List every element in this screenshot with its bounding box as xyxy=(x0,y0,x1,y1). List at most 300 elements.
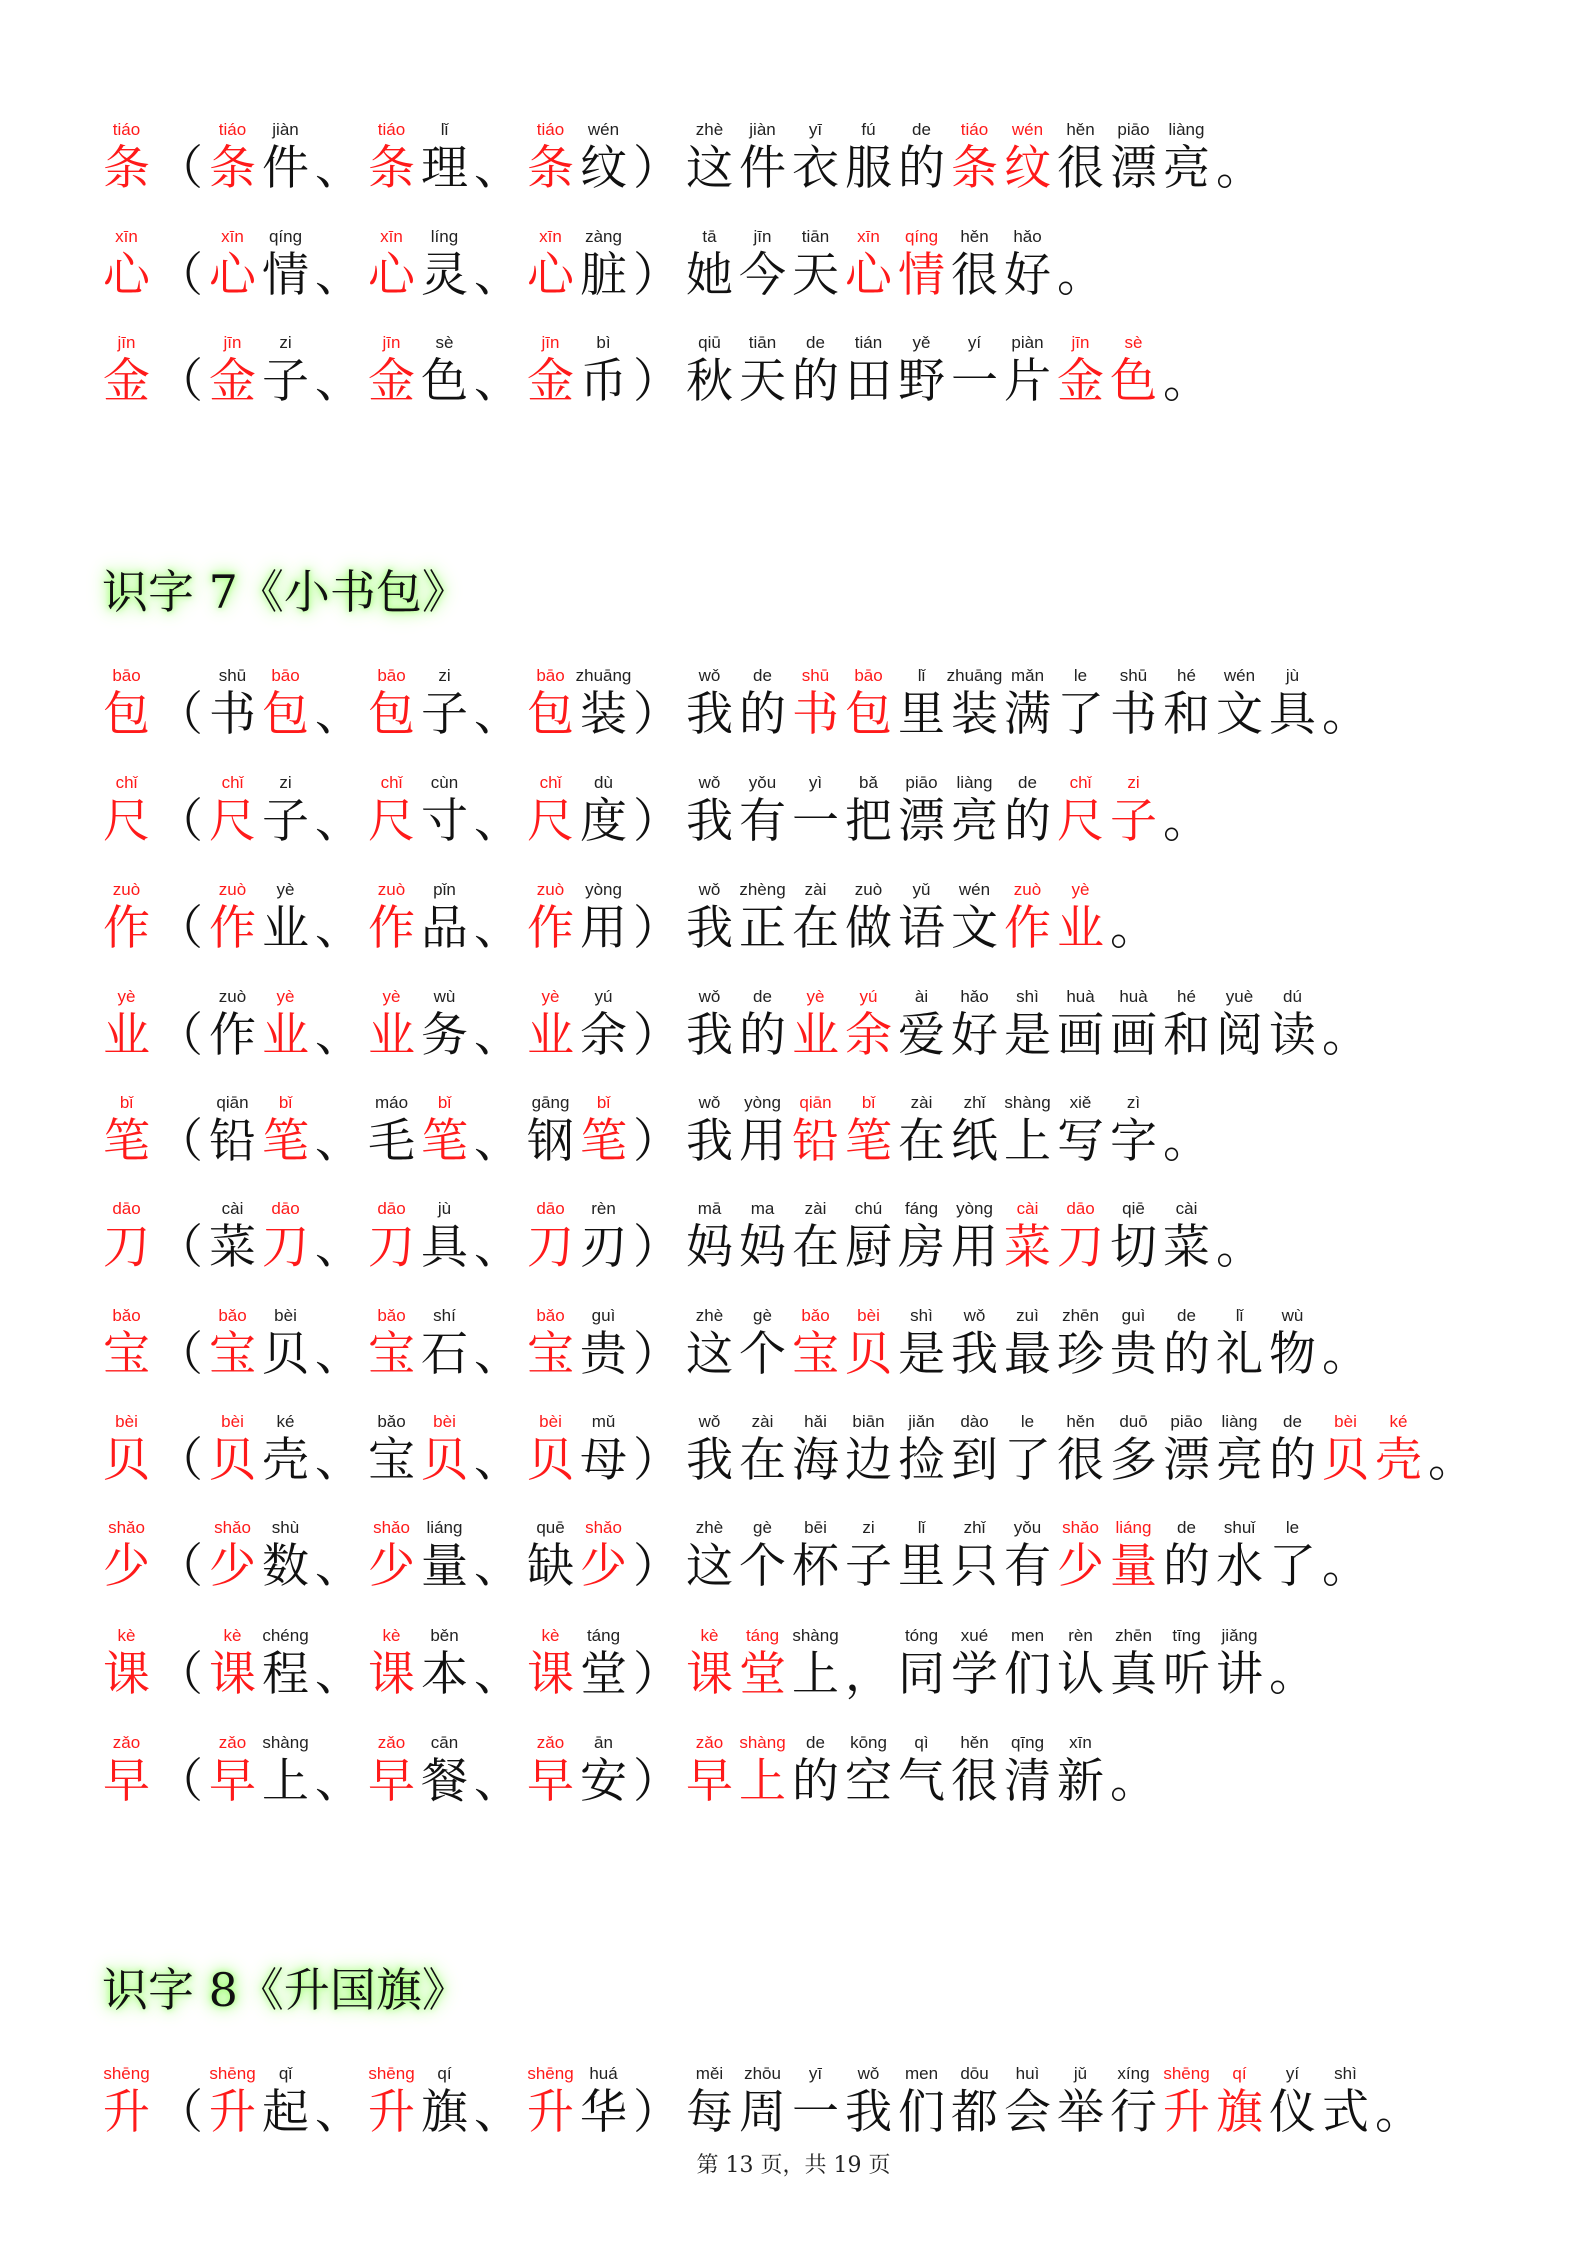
hanzi: 起 xyxy=(262,2085,309,2140)
hanzi: ） xyxy=(633,687,680,742)
char-cell xyxy=(418,1197,471,1275)
hanzi: 的 xyxy=(739,1008,786,1063)
char-cell xyxy=(365,331,418,409)
hanzi: 、 xyxy=(315,901,362,956)
punctuation xyxy=(153,1197,206,1275)
hanzi: 本 xyxy=(421,1647,468,1702)
hanzi: 把 xyxy=(845,794,892,849)
punctuation xyxy=(471,225,524,303)
pinyin: lǐ xyxy=(1235,1306,1244,1325)
hanzi: 、 xyxy=(474,1220,521,1275)
pinyin: shuǐ xyxy=(1223,1518,1256,1537)
hanzi: 贝 xyxy=(421,1433,468,1488)
hanzi: 的 xyxy=(898,141,945,196)
punctuation xyxy=(630,331,683,409)
punctuation xyxy=(1160,1091,1213,1169)
pinyin: zuò xyxy=(218,880,247,899)
hanzi: 件 xyxy=(739,141,786,196)
char-cell xyxy=(1001,878,1054,956)
pinyin: yè xyxy=(806,987,825,1006)
hanzi: 的 xyxy=(792,1754,839,1809)
pinyin: huá xyxy=(589,2064,618,2083)
hanzi: 讲 xyxy=(1216,1647,1263,1702)
char-cell xyxy=(842,1197,895,1275)
hanzi: 、 xyxy=(315,1539,362,1594)
char-cell xyxy=(418,985,471,1063)
char-cell xyxy=(100,331,153,409)
hanzi: 菜 xyxy=(1163,1220,1210,1275)
punctuation xyxy=(153,225,206,303)
char-cell xyxy=(524,118,577,196)
char-cell xyxy=(683,1197,736,1275)
hanzi: 贝 xyxy=(262,1327,309,1382)
char-cell xyxy=(524,1516,577,1594)
char-cell xyxy=(683,878,736,956)
char-cell xyxy=(365,1091,418,1169)
pinyin: jīn xyxy=(117,333,136,352)
hanzi: ） xyxy=(633,1114,680,1169)
pinyin: le xyxy=(1073,666,1088,685)
pinyin: jīn xyxy=(541,333,560,352)
hanzi: 很 xyxy=(951,1754,998,1809)
pinyin: bāo xyxy=(377,666,406,685)
pinyin: qǐ xyxy=(278,2064,293,2083)
hanzi: 、 xyxy=(474,1754,521,1809)
hanzi: 心 xyxy=(103,248,150,303)
hanzi: 数 xyxy=(262,1539,309,1594)
punctuation xyxy=(471,1091,524,1169)
pinyin: qíng xyxy=(904,227,939,246)
pinyin: zuò xyxy=(377,880,406,899)
char-cell xyxy=(895,118,948,196)
pinyin: cān xyxy=(430,1733,459,1752)
char-cell xyxy=(1001,1091,1054,1169)
hanzi: 、 xyxy=(474,1433,521,1488)
hanzi: 宝 xyxy=(368,1327,415,1382)
hanzi: 。 xyxy=(1163,794,1210,849)
hanzi: 听 xyxy=(1163,1647,1210,1702)
pinyin: le xyxy=(1285,1518,1300,1537)
vocab-entry xyxy=(100,1091,1213,1171)
vocab-entry xyxy=(100,664,1372,744)
char-cell xyxy=(1054,1197,1107,1275)
char-cell xyxy=(736,225,789,303)
char-cell xyxy=(1001,1624,1054,1702)
pinyin: men xyxy=(1010,1626,1045,1645)
char-cell xyxy=(1001,225,1054,303)
pinyin: měi xyxy=(695,2064,724,2083)
pinyin: bāo xyxy=(112,666,141,685)
hanzi: （ xyxy=(156,141,203,196)
pinyin: tián xyxy=(854,333,883,352)
char-cell xyxy=(842,878,895,956)
pinyin: rèn xyxy=(1068,1626,1093,1645)
hanzi: 用 xyxy=(580,901,627,956)
char-cell xyxy=(524,771,577,849)
pinyin: tiáo xyxy=(536,120,565,139)
hanzi: 宝 xyxy=(209,1327,256,1382)
pinyin: de xyxy=(753,987,772,1006)
char-cell xyxy=(842,1516,895,1594)
char-cell xyxy=(736,1516,789,1594)
hanzi: 、 xyxy=(474,1008,521,1063)
hanzi: 杯 xyxy=(792,1539,839,1594)
hanzi: 这 xyxy=(686,1327,733,1382)
char-cell xyxy=(365,1304,418,1382)
hanzi: （ xyxy=(156,354,203,409)
char-cell xyxy=(206,1410,259,1488)
punctuation xyxy=(630,1197,683,1275)
hanzi: ） xyxy=(633,1433,680,1488)
char-cell xyxy=(577,1197,630,1275)
pinyin: yòng xyxy=(585,880,622,899)
pinyin: xiě xyxy=(1069,1093,1092,1112)
pinyin: zǎo xyxy=(218,1733,247,1752)
char-cell xyxy=(683,1410,736,1488)
hanzi: 早 xyxy=(527,1754,574,1809)
hanzi: 举 xyxy=(1057,2085,1104,2140)
char-cell xyxy=(1372,1410,1425,1488)
hanzi: 妈 xyxy=(686,1220,733,1275)
pinyin: qīng xyxy=(1010,1733,1045,1752)
hanzi: 刀 xyxy=(262,1220,309,1275)
punctuation xyxy=(312,331,365,409)
hanzi: 包 xyxy=(368,687,415,742)
pinyin: wù xyxy=(1281,1306,1304,1325)
hanzi: 钢 xyxy=(527,1114,574,1169)
punctuation xyxy=(471,1731,524,1809)
pinyin: yè xyxy=(382,987,401,1006)
char-cell xyxy=(842,331,895,409)
hanzi: 漂 xyxy=(1163,1433,1210,1488)
char-cell xyxy=(948,1304,1001,1382)
pinyin: yī xyxy=(808,2064,823,2083)
char-cell xyxy=(1160,118,1213,196)
hanzi: 纹 xyxy=(1004,141,1051,196)
hanzi: 铅 xyxy=(209,1114,256,1169)
hanzi: 尺 xyxy=(527,794,574,849)
char-cell xyxy=(1213,1410,1266,1488)
char-cell xyxy=(259,878,312,956)
hanzi: 金 xyxy=(209,354,256,409)
char-cell xyxy=(1107,1624,1160,1702)
pinyin: yǒu xyxy=(748,773,777,792)
char-cell xyxy=(524,664,577,742)
hanzi: 认 xyxy=(1057,1647,1104,1702)
char-cell xyxy=(683,1304,736,1382)
hanzi: 个 xyxy=(739,1327,786,1382)
hanzi: 课 xyxy=(368,1647,415,1702)
hanzi: 是 xyxy=(1004,1008,1051,1063)
pinyin: shēng xyxy=(527,2064,574,2083)
char-cell xyxy=(683,331,736,409)
hanzi: 条 xyxy=(527,141,574,196)
char-cell xyxy=(1266,2062,1319,2140)
punctuation xyxy=(471,1624,524,1702)
pinyin: yè xyxy=(117,987,136,1006)
char-cell xyxy=(418,1091,471,1169)
pinyin: cài xyxy=(221,1199,244,1218)
char-cell xyxy=(1054,2062,1107,2140)
char-cell xyxy=(948,118,1001,196)
char-cell xyxy=(789,664,842,742)
punctuation xyxy=(1319,664,1372,742)
hanzi: 少 xyxy=(368,1539,415,1594)
hanzi: 刀 xyxy=(103,1220,150,1275)
pinyin: chǐ xyxy=(539,773,562,792)
hanzi: 天 xyxy=(792,248,839,303)
hanzi: ） xyxy=(633,2085,680,2140)
hanzi: 。 xyxy=(1057,248,1104,303)
char-cell xyxy=(100,1304,153,1382)
char-cell xyxy=(1107,1197,1160,1275)
hanzi: 今 xyxy=(739,248,786,303)
hanzi: 一 xyxy=(951,354,998,409)
pinyin: dào xyxy=(960,1412,989,1431)
pinyin: zhēn xyxy=(1062,1306,1099,1325)
pinyin: yè xyxy=(1071,880,1090,899)
hanzi: （ xyxy=(156,901,203,956)
pinyin: bāo xyxy=(536,666,565,685)
pinyin: bèi xyxy=(1334,1412,1357,1431)
vocab-entry xyxy=(100,118,1266,198)
char-cell xyxy=(683,985,736,1063)
pinyin: yè xyxy=(541,987,560,1006)
section-heading: 识字 7《小书包》 xyxy=(102,565,468,619)
pinyin: bāo xyxy=(854,666,883,685)
pinyin: hěn xyxy=(960,1733,989,1752)
pinyin: shàng xyxy=(262,1733,309,1752)
punctuation xyxy=(630,118,683,196)
char-cell xyxy=(524,1197,577,1275)
pinyin: jīn xyxy=(753,227,772,246)
hanzi: 包 xyxy=(262,687,309,742)
punctuation xyxy=(1160,331,1213,409)
char-cell xyxy=(895,1091,948,1169)
char-cell xyxy=(736,1410,789,1488)
pinyin: le xyxy=(1020,1412,1035,1431)
hanzi: 们 xyxy=(1004,1647,1051,1702)
hanzi: 亮 xyxy=(1216,1433,1263,1488)
char-cell xyxy=(948,331,1001,409)
hanzi: 上 xyxy=(792,1647,839,1702)
hanzi: 笔 xyxy=(580,1114,627,1169)
pinyin: cài xyxy=(1016,1199,1039,1218)
hanzi: 真 xyxy=(1110,1647,1157,1702)
char-cell xyxy=(365,771,418,849)
hanzi: 。 xyxy=(1163,1114,1210,1169)
char-cell xyxy=(259,1410,312,1488)
pinyin: yè xyxy=(276,880,295,899)
pinyin: chǐ xyxy=(115,773,138,792)
char-cell xyxy=(1319,2062,1372,2140)
pinyin: yě xyxy=(912,333,931,352)
pinyin: dāo xyxy=(112,1199,141,1218)
pinyin: chǐ xyxy=(221,773,244,792)
hanzi: 多 xyxy=(1110,1433,1157,1488)
pinyin: bǎo xyxy=(377,1412,406,1431)
pinyin: piāo xyxy=(1170,1412,1203,1431)
char-cell xyxy=(418,225,471,303)
char-cell xyxy=(418,878,471,956)
hanzi: 上 xyxy=(1004,1114,1051,1169)
pinyin: shēng xyxy=(368,2064,415,2083)
hanzi: 菜 xyxy=(1004,1220,1051,1275)
char-cell xyxy=(100,771,153,849)
pinyin: xīn xyxy=(1069,1733,1092,1752)
char-cell xyxy=(842,1304,895,1382)
punctuation xyxy=(630,771,683,849)
hanzi: 空 xyxy=(845,1754,892,1809)
char-cell xyxy=(736,1731,789,1809)
char-cell xyxy=(577,118,630,196)
hanzi: ） xyxy=(633,1327,680,1382)
hanzi: ） xyxy=(633,901,680,956)
pinyin: zǎo xyxy=(377,1733,406,1752)
pinyin: hé xyxy=(1177,987,1196,1006)
pinyin: qì xyxy=(914,1733,929,1752)
char-cell xyxy=(1054,664,1107,742)
char-cell xyxy=(1054,1516,1107,1594)
char-cell xyxy=(1001,1516,1054,1594)
hanzi: 的 xyxy=(1269,1433,1316,1488)
hanzi: 好 xyxy=(1004,248,1051,303)
pinyin: huà xyxy=(1119,987,1148,1006)
char-cell xyxy=(736,1624,789,1702)
hanzi: 纹 xyxy=(580,141,627,196)
hanzi: 心 xyxy=(368,248,415,303)
hanzi: 金 xyxy=(103,354,150,409)
hanzi: 、 xyxy=(315,1754,362,1809)
char-cell xyxy=(1107,1091,1160,1169)
pinyin: shàng xyxy=(739,1733,786,1752)
hanzi: ） xyxy=(633,1008,680,1063)
char-cell xyxy=(789,2062,842,2140)
char-cell xyxy=(1054,771,1107,849)
hanzi: 菜 xyxy=(209,1220,256,1275)
hanzi: 的 xyxy=(739,687,786,742)
vocab-entry xyxy=(100,225,1107,305)
char-cell xyxy=(206,1516,259,1594)
pinyin: ma xyxy=(750,1199,775,1218)
punctuation xyxy=(630,985,683,1063)
hanzi: 的 xyxy=(1163,1539,1210,1594)
punctuation xyxy=(153,1091,206,1169)
hanzi: ） xyxy=(633,248,680,303)
pinyin: tiáo xyxy=(960,120,989,139)
hanzi: 、 xyxy=(474,2085,521,2140)
hanzi: ） xyxy=(633,794,680,849)
hanzi: 新 xyxy=(1057,1754,1104,1809)
char-cell xyxy=(948,985,1001,1063)
punctuation xyxy=(471,985,524,1063)
hanzi: 子 xyxy=(262,354,309,409)
pinyin: hé xyxy=(1177,666,1196,685)
hanzi: 。 xyxy=(1110,1754,1157,1809)
hanzi: 升 xyxy=(527,2085,574,2140)
hanzi: （ xyxy=(156,1220,203,1275)
char-cell xyxy=(842,664,895,742)
pinyin: bǎo xyxy=(218,1306,247,1325)
vocab-entry xyxy=(100,878,1160,958)
punctuation xyxy=(312,1197,365,1275)
hanzi: ） xyxy=(633,1754,680,1809)
hanzi: 的 xyxy=(1163,1327,1210,1382)
pinyin: fáng xyxy=(904,1199,939,1218)
hanzi: （ xyxy=(156,2085,203,2140)
pinyin: shǎo xyxy=(585,1518,622,1537)
pinyin: jīn xyxy=(1071,333,1090,352)
hanzi: 务 xyxy=(421,1008,468,1063)
hanzi: 我 xyxy=(686,1008,733,1063)
pinyin: liàng xyxy=(956,773,993,792)
hanzi: 们 xyxy=(898,2085,945,2140)
pinyin: bǐ xyxy=(119,1093,134,1112)
pinyin: jiǎn xyxy=(908,1412,935,1431)
char-cell xyxy=(683,1091,736,1169)
hanzi: 里 xyxy=(898,1539,945,1594)
hanzi: 尺 xyxy=(103,794,150,849)
char-cell xyxy=(100,1624,153,1702)
pinyin: liáng xyxy=(426,1518,463,1537)
pinyin: zhuāng xyxy=(946,666,1003,685)
hanzi: 在 xyxy=(898,1114,945,1169)
hanzi: 贵 xyxy=(580,1327,627,1382)
punctuation xyxy=(630,1624,683,1702)
pinyin: wǒ xyxy=(698,880,721,899)
pinyin: gāng xyxy=(531,1093,570,1112)
hanzi: （ xyxy=(156,1754,203,1809)
char-cell xyxy=(1107,1516,1160,1594)
hanzi: 。 xyxy=(1322,1327,1369,1382)
pinyin: de xyxy=(753,666,772,685)
pinyin: xīn xyxy=(221,227,244,246)
punctuation xyxy=(842,1624,895,1702)
punctuation xyxy=(153,985,206,1063)
pinyin: tā xyxy=(702,227,717,246)
char-cell xyxy=(365,1410,418,1488)
char-cell xyxy=(1107,331,1160,409)
punctuation xyxy=(153,878,206,956)
char-cell xyxy=(259,664,312,742)
pinyin: lǐ xyxy=(917,666,926,685)
char-cell xyxy=(1160,1516,1213,1594)
hanzi: 她 xyxy=(686,248,733,303)
punctuation xyxy=(153,771,206,849)
hanzi: 我 xyxy=(686,687,733,742)
pinyin: jīn xyxy=(223,333,242,352)
hanzi: 有 xyxy=(1004,1539,1051,1594)
punctuation xyxy=(1372,2062,1425,2140)
hanzi: 金 xyxy=(1057,354,1104,409)
hanzi: 笔 xyxy=(421,1114,468,1169)
char-cell xyxy=(418,1516,471,1594)
hanzi: 、 xyxy=(474,1539,521,1594)
hanzi: 满 xyxy=(1004,687,1051,742)
pinyin: yǒu xyxy=(1013,1518,1042,1537)
pinyin: wǒ xyxy=(857,2064,880,2083)
hanzi: 读 xyxy=(1269,1008,1316,1063)
hanzi: 作 xyxy=(527,901,574,956)
pinyin: zài xyxy=(751,1412,774,1431)
hanzi: （ xyxy=(156,1114,203,1169)
char-cell xyxy=(948,664,1001,742)
hanzi: 气 xyxy=(898,1754,945,1809)
hanzi: 画 xyxy=(1057,1008,1104,1063)
char-cell xyxy=(524,1091,577,1169)
hanzi: 周 xyxy=(739,2085,786,2140)
pinyin: táng xyxy=(586,1626,621,1645)
